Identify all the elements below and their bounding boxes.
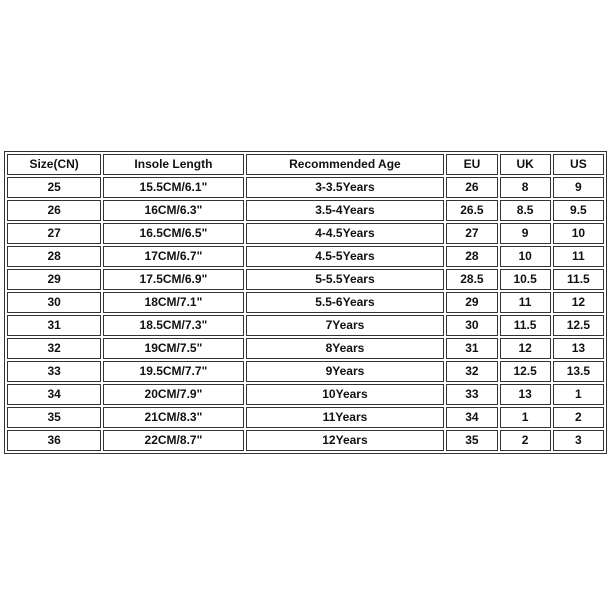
cell-us: 3 (553, 430, 604, 451)
cell-us: 11 (553, 246, 604, 267)
cell-uk: 12.5 (500, 361, 551, 382)
header-us: US (553, 154, 604, 175)
cell-us: 13.5 (553, 361, 604, 382)
cell-recommended-age: 5-5.5Years (246, 269, 445, 290)
cell-insole-length: 18CM/7.1" (103, 292, 243, 313)
table-row (7, 223, 604, 244)
table-row (7, 338, 604, 359)
cell-eu: 33 (446, 384, 497, 405)
cell-size-cn: 35 (7, 407, 101, 428)
cell-size-cn: 31 (7, 315, 101, 336)
table-row (7, 384, 604, 405)
cell-us: 12.5 (553, 315, 604, 336)
table-row (7, 430, 604, 451)
cell-eu: 26 (446, 177, 497, 198)
cell-us: 12 (553, 292, 604, 313)
cell-eu: 34 (446, 407, 497, 428)
header-recommended-age: Recommended Age (246, 154, 445, 175)
cell-uk: 10 (500, 246, 551, 267)
cell-us: 9 (553, 177, 604, 198)
cell-us: 11.5 (553, 269, 604, 290)
table-row (7, 246, 604, 267)
cell-us: 13 (553, 338, 604, 359)
cell-insole-length: 19.5CM/7.7" (103, 361, 243, 382)
cell-uk: 11.5 (500, 315, 551, 336)
cell-eu: 29 (446, 292, 497, 313)
cell-size-cn: 34 (7, 384, 101, 405)
cell-us: 2 (553, 407, 604, 428)
cell-recommended-age: 4.5-5Years (246, 246, 445, 267)
cell-uk: 8.5 (500, 200, 551, 221)
table-row (7, 269, 604, 290)
cell-uk: 10.5 (500, 269, 551, 290)
cell-recommended-age: 9Years (246, 361, 445, 382)
cell-recommended-age: 8Years (246, 338, 445, 359)
table-row (7, 292, 604, 313)
cell-insole-length: 21CM/8.3" (103, 407, 243, 428)
size-chart-body (7, 177, 604, 451)
table-row (7, 407, 604, 428)
header-eu: EU (446, 154, 497, 175)
cell-us: 1 (553, 384, 604, 405)
cell-size-cn: 36 (7, 430, 101, 451)
size-chart-table (4, 151, 607, 454)
cell-eu: 35 (446, 430, 497, 451)
cell-size-cn: 32 (7, 338, 101, 359)
cell-recommended-age: 3.5-4Years (246, 200, 445, 221)
table-row (7, 200, 604, 221)
cell-uk: 12 (500, 338, 551, 359)
cell-insole-length: 16CM/6.3" (103, 200, 243, 221)
cell-uk: 1 (500, 407, 551, 428)
cell-uk: 9 (500, 223, 551, 244)
cell-recommended-age: 10Years (246, 384, 445, 405)
cell-recommended-age: 5.5-6Years (246, 292, 445, 313)
cell-insole-length: 19CM/7.5" (103, 338, 243, 359)
cell-eu: 32 (446, 361, 497, 382)
cell-insole-length: 17.5CM/6.9" (103, 269, 243, 290)
cell-size-cn: 28 (7, 246, 101, 267)
cell-insole-length: 17CM/6.7" (103, 246, 243, 267)
cell-eu: 27 (446, 223, 497, 244)
cell-uk: 13 (500, 384, 551, 405)
cell-eu: 28 (446, 246, 497, 267)
header-uk: UK (500, 154, 551, 175)
cell-size-cn: 30 (7, 292, 101, 313)
cell-insole-length: 18.5CM/7.3" (103, 315, 243, 336)
header-size-cn: Size(CN) (7, 154, 101, 175)
cell-uk: 11 (500, 292, 551, 313)
table-row (7, 177, 604, 198)
cell-recommended-age: 7Years (246, 315, 445, 336)
cell-size-cn: 29 (7, 269, 101, 290)
table-header-row (7, 154, 604, 175)
cell-uk: 2 (500, 430, 551, 451)
cell-us: 10 (553, 223, 604, 244)
cell-recommended-age: 4-4.5Years (246, 223, 445, 244)
cell-uk: 8 (500, 177, 551, 198)
cell-insole-length: 15.5CM/6.1" (103, 177, 243, 198)
cell-size-cn: 33 (7, 361, 101, 382)
cell-recommended-age: 3-3.5Years (246, 177, 445, 198)
cell-insole-length: 16.5CM/6.5" (103, 223, 243, 244)
cell-recommended-age: 11Years (246, 407, 445, 428)
table-row (7, 315, 604, 336)
cell-eu: 30 (446, 315, 497, 336)
cell-eu: 31 (446, 338, 497, 359)
cell-recommended-age: 12Years (246, 430, 445, 451)
header-insole-length: Insole Length (103, 154, 243, 175)
cell-eu: 26.5 (446, 200, 497, 221)
cell-size-cn: 27 (7, 223, 101, 244)
table-row (7, 361, 604, 382)
cell-eu: 28.5 (446, 269, 497, 290)
cell-size-cn: 26 (7, 200, 101, 221)
cell-us: 9.5 (553, 200, 604, 221)
cell-size-cn: 25 (7, 177, 101, 198)
cell-insole-length: 22CM/8.7" (103, 430, 243, 451)
cell-insole-length: 20CM/7.9" (103, 384, 243, 405)
